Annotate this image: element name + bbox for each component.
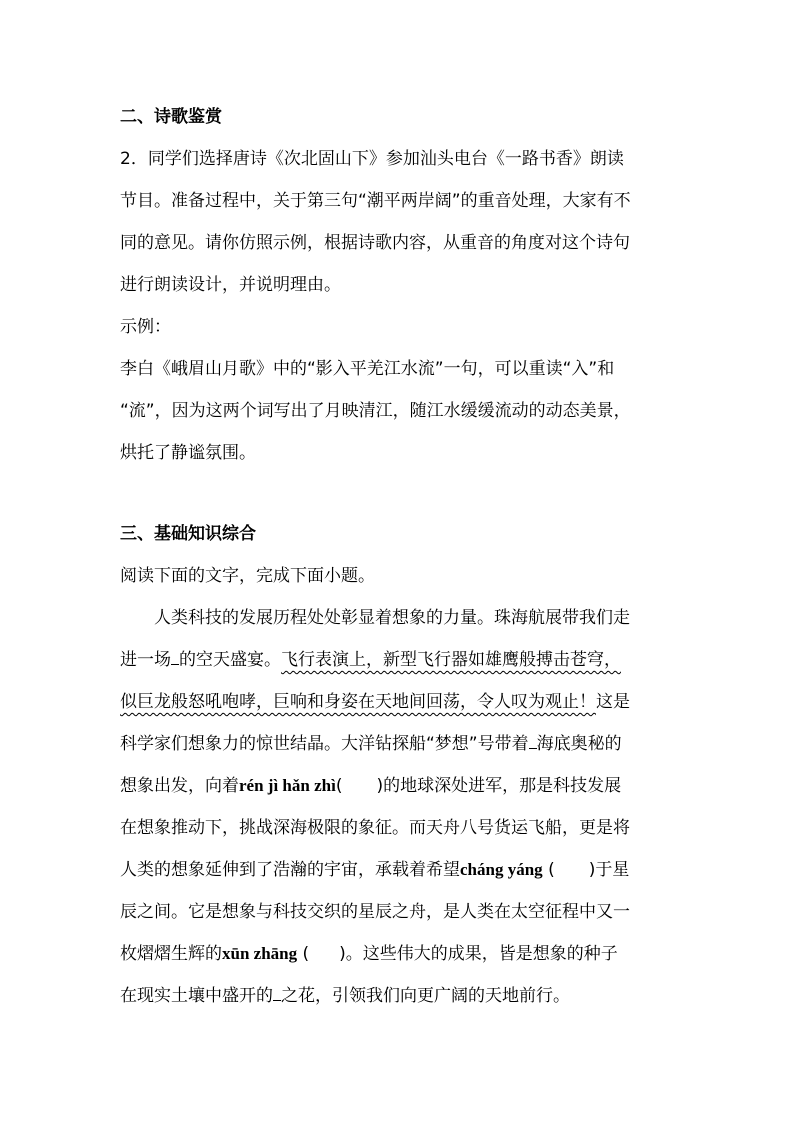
passage-text: 的空天盛宴。: [179, 650, 281, 670]
section-heading-poetry: 二、诗歌鉴赏: [120, 107, 222, 127]
question-2-line-1: [120, 147, 624, 171]
passage-text: )。这些伟大的成果，皆是想象的种子: [339, 944, 618, 964]
section-heading-basics: 三、基础知识综合: [120, 524, 256, 544]
question-text: 同学们选择唐诗《次北固山下》参加汕头电台《一路书香》朗读: [147, 149, 624, 169]
passage-line-9: [120, 942, 618, 966]
passage-line-4: [120, 732, 622, 756]
passage-text: 这是: [596, 692, 630, 712]
passage-line-6: 在想象推动下，挑战深海极限的象征。而天舟八号货运飞船，更是将: [120, 818, 630, 838]
fill-blank[interactable]: [273, 986, 281, 1001]
passage-text: )的地球深处进军，那是科技发展: [376, 776, 622, 796]
underlined-sentence: 飞行表演上，新型飞行器如雄鹰般搏击苍穹，: [281, 650, 621, 670]
pinyin-prompt: cháng yáng: [460, 860, 543, 879]
question-2-line-2: 节目。准备过程中，关于第三句“潮平两岸阔”的重音处理，大家有不: [120, 191, 631, 211]
passage-text: 枚熠熠生辉的: [120, 944, 222, 964]
passage-line-1: 人类科技的发展历程处处彰显着想象的力量。珠海航展带我们走: [154, 608, 630, 628]
example-line-3: 烘托了静谧氛围。: [120, 443, 256, 463]
passage-line-8: 辰之间。它是想象与科技交织的星辰之舟，是人类在太空征程中又一: [120, 902, 630, 922]
fill-blank[interactable]: [529, 734, 537, 749]
example-label: 示例：: [120, 317, 171, 337]
passage-text: 科学家们想象力的惊世结晶。大洋钻探船“梦想”号带着: [120, 734, 529, 754]
passage-text: 进一场: [120, 650, 171, 670]
passage-text: )于星: [588, 860, 630, 880]
passage-text: 人类的想象延伸到了浩瀚的宇宙，承载着希望: [120, 860, 460, 880]
passage-line-10: [120, 984, 570, 1008]
question-2-line-4: 进行朗读设计，并说明理由。: [120, 275, 341, 295]
example-line-2: “流”，因为这两个词写出了月映清江，随江水缓缓流动的动态美景，: [120, 401, 631, 421]
passage-text: 海底奥秘的: [536, 734, 622, 754]
reading-instruction: 阅读下面的文字，完成下面小题。: [120, 566, 375, 586]
passage-line-7: [120, 858, 629, 882]
passage-text: 在现实土壤中盛开的: [120, 986, 273, 1006]
passage-line-3: [120, 690, 630, 714]
fill-blank[interactable]: [171, 650, 179, 665]
passage-text: (: [542, 860, 555, 880]
underlined-sentence: 似巨龙般怒吼咆哮，巨响和身姿在天地间回荡，令人叹为观止！: [120, 692, 596, 712]
pinyin-prompt: rén jì hǎn zhì: [239, 776, 336, 795]
passage-text: (: [335, 776, 343, 796]
passage-text: 之花，引领我们向更广阔的天地前行。: [281, 986, 570, 1006]
question-2-line-3: 同的意见。请你仿照示例，根据诗歌内容，从重音的角度对这个诗句: [120, 233, 630, 253]
pinyin-prompt: xūn zhāng: [222, 944, 298, 963]
example-line-1: 李白《峨眉山月歌》中的“影入平羌江水流”一句，可以重读“入”和: [120, 359, 615, 379]
passage-text: 想象出发，向着: [120, 776, 239, 796]
question-number: 2．: [120, 149, 148, 169]
passage-line-5: [120, 774, 621, 798]
passage-text: (: [297, 944, 310, 964]
passage-line-2: [120, 648, 621, 672]
